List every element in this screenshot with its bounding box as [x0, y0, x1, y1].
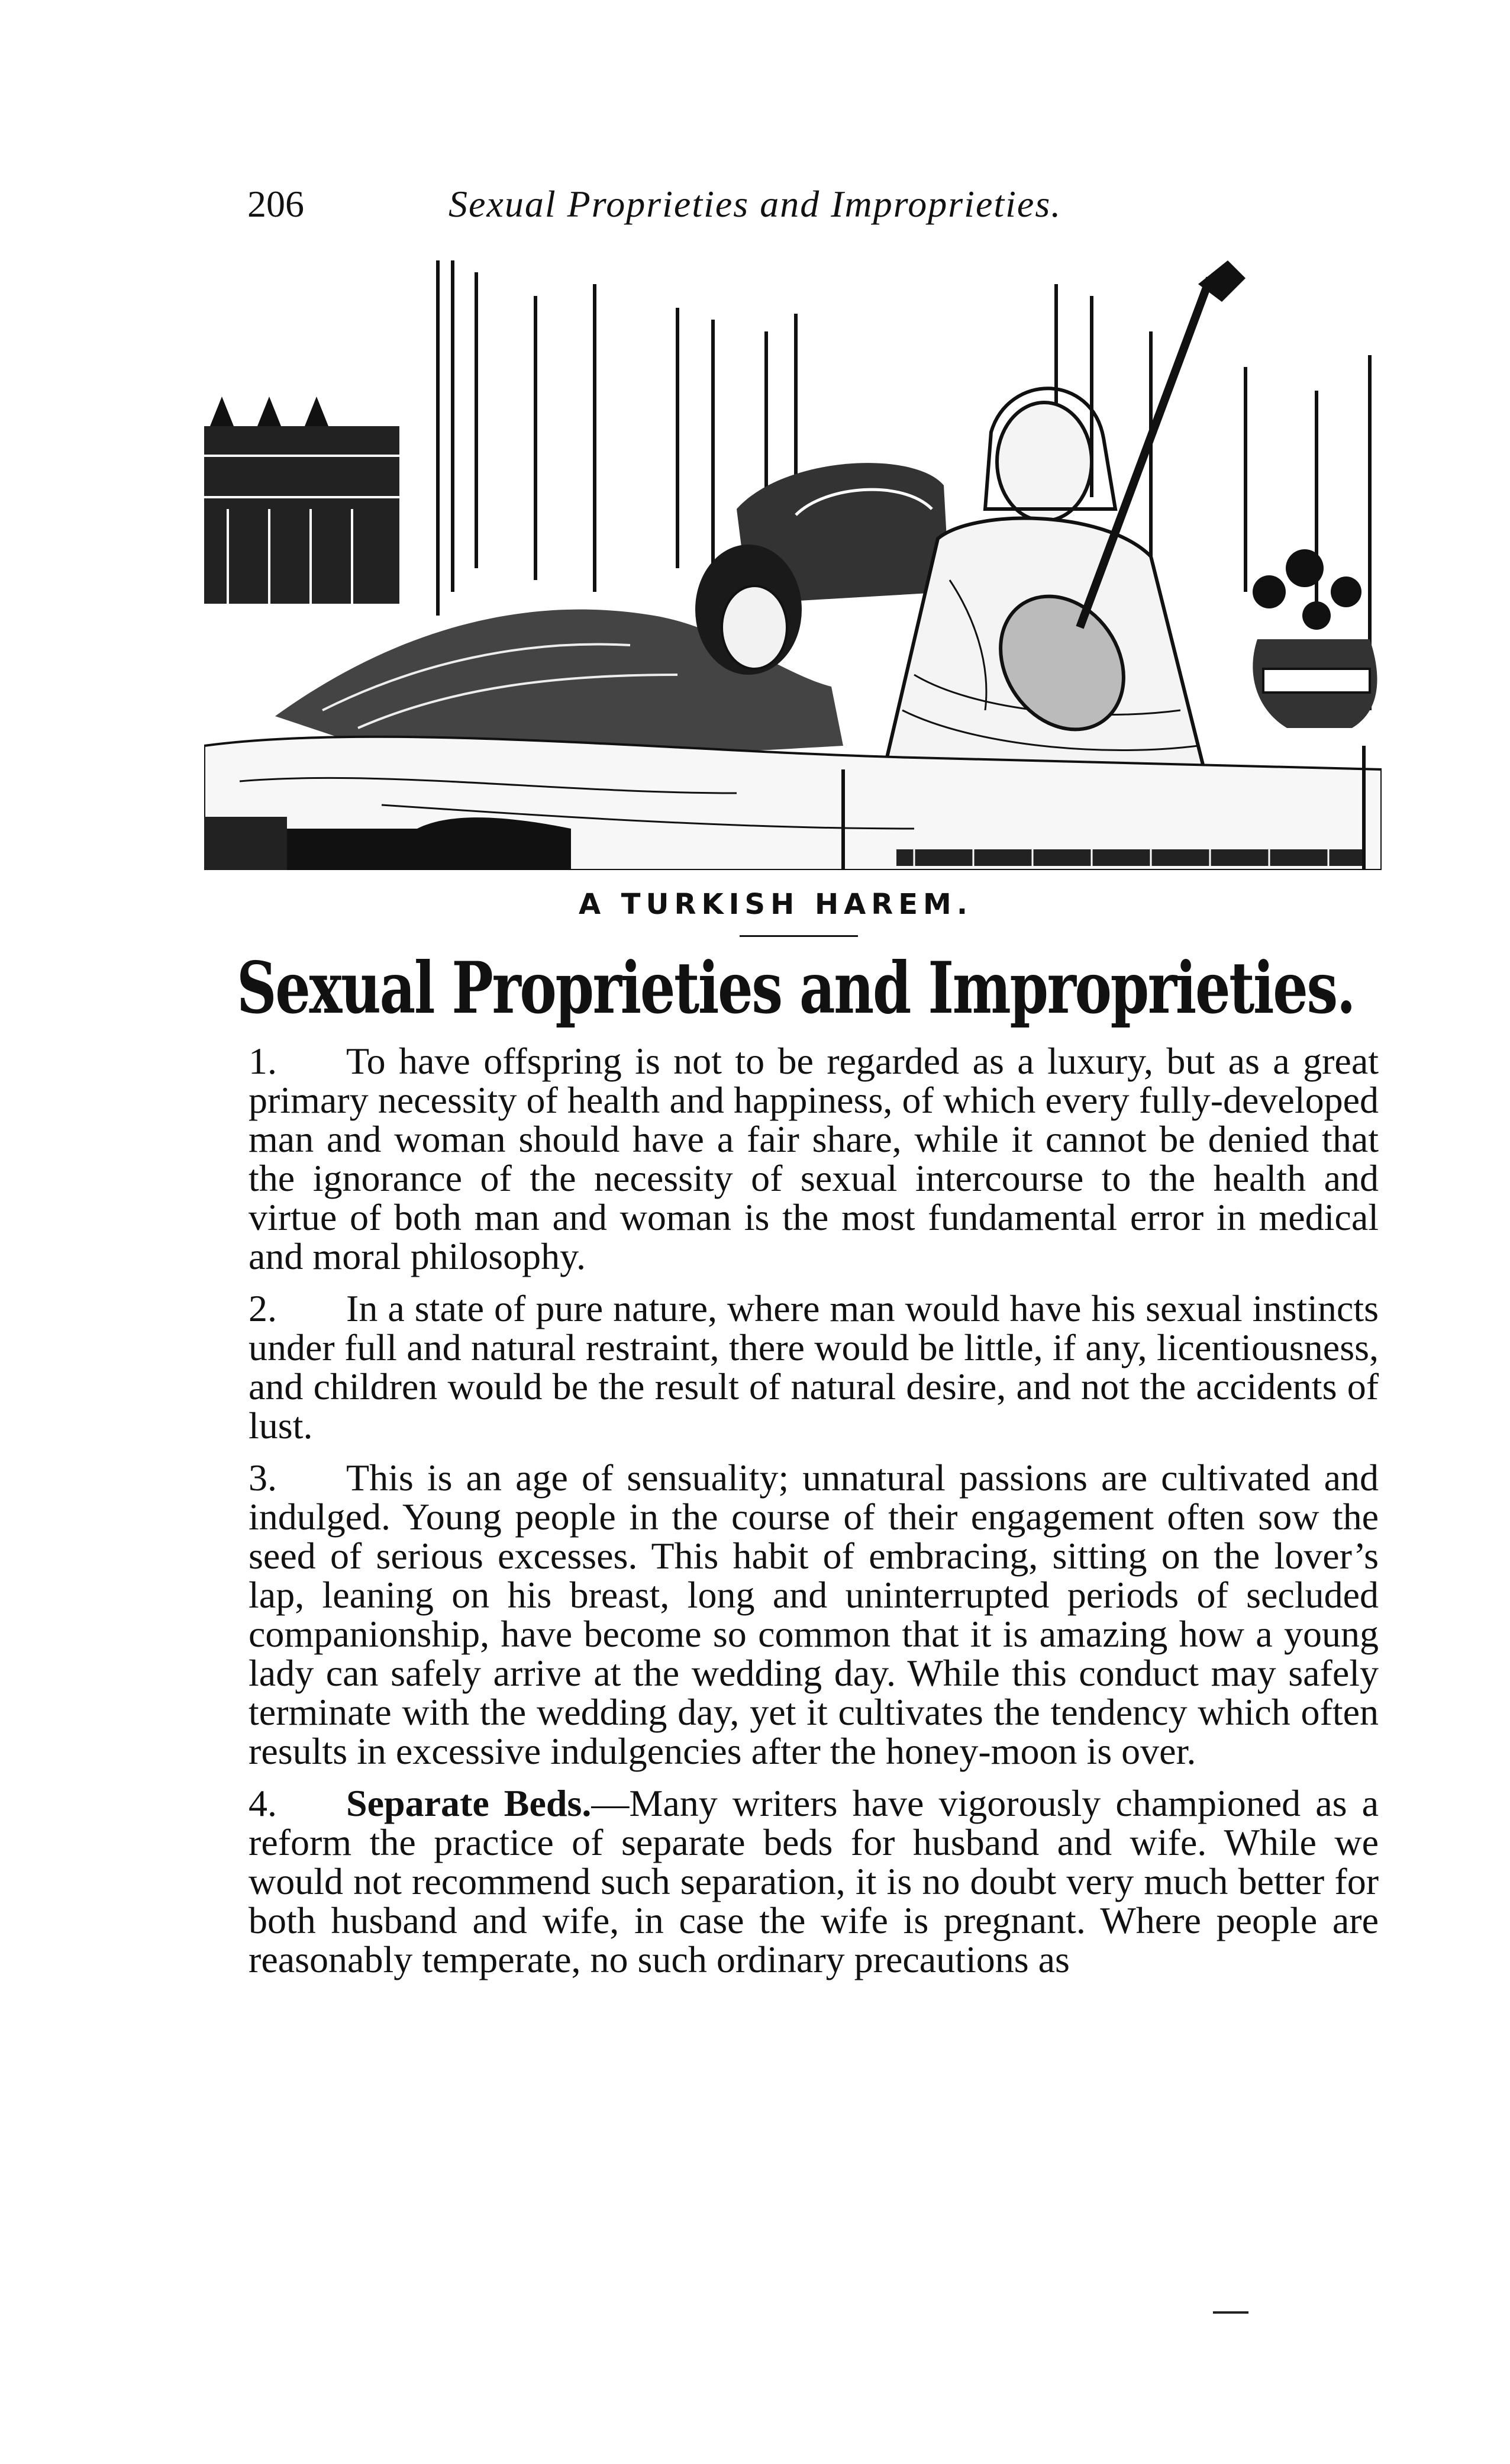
caption-rule	[740, 935, 858, 937]
running-title: Sexual Proprieties and Improprieties.	[449, 183, 1062, 225]
paragraph-text: —Many writers have vigorously championed as a reform the practice of separate beds for husband and wife. While we would not recommend such separation, it is no doubt very much better for both husband and wife, in case the wife is pregnant. Where people are reasonably temperate, no such ordinary precautions as	[249, 1782, 1379, 1980]
harem-engraving	[204, 260, 1382, 870]
paragraph-3	[249, 1458, 1379, 1771]
paragraph-number: 1.	[249, 1040, 277, 1082]
paragraph-text: To have offspring is not to be regarded as a luxury, but as a great primary necessity of health and happiness, of which every fully-developed man and woman should have a fair share, while it cannot be denied that the ignorance of the necessity of sexual intercourse to the health and virtue of both man and woman is the most fundamental error in medical and moral philosophy.	[249, 1040, 1379, 1277]
engraving-image	[204, 260, 1382, 870]
paragraph-text: This is an age of sensuality; unnatural passions are cultivated and indulged. Young people in the course of their engagement often sow the seed of serious excesses. This habit of embracing, sitting on the lover’s lap, leaning on his breast, long and uninterrupted periods of secluded companionship, have become so common that it is amazing how a young lady can safely arrive at the wedding day. While this conduct may safely terminate with the wedding day, yet it cultivates the tendency which often results in excessive indulgencies after the honey-moon is over.	[249, 1457, 1379, 1772]
paragraph-heading: Separate Beds.	[346, 1782, 592, 1824]
article-title: Sexual Proprieties and Improprieties.	[237, 946, 1355, 1030]
paragraph-number: 4.	[249, 1782, 277, 1824]
footer-mark	[1213, 2311, 1248, 2314]
paragraph-number: 3.	[249, 1457, 277, 1499]
paragraph-4	[249, 1784, 1379, 1979]
paragraph-1	[249, 1042, 1379, 1276]
paragraph-text: In a state of pure nature, where man would have his sexual instincts under full and natural restraint, there would be little, if any, licentiousness, and children would be the result of natural desire, and not the accidents of lust.	[249, 1287, 1379, 1447]
illustration-caption: A TURKISH HAREM.	[578, 888, 973, 921]
page-number: 206	[247, 183, 304, 225]
running-head	[247, 178, 1372, 231]
paragraph-number: 2.	[249, 1287, 277, 1329]
article-body	[249, 1042, 1379, 1992]
paragraph-2	[249, 1289, 1379, 1445]
